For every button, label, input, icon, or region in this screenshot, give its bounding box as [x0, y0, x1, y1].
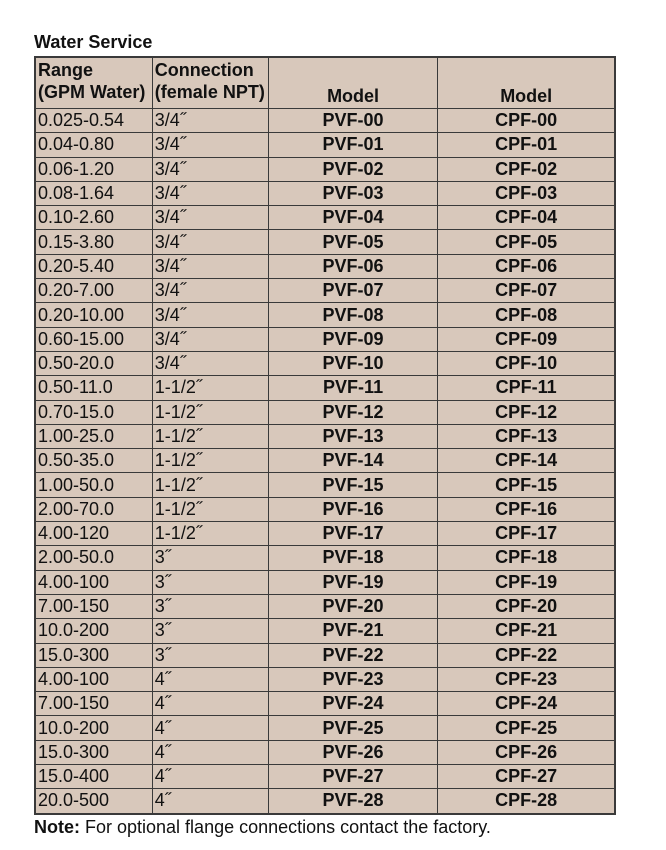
connection-cell: 3˝	[152, 643, 268, 667]
table-row	[35, 230, 615, 254]
connection-cell: 1-1/2˝	[152, 400, 268, 424]
table-row	[35, 206, 615, 230]
pvf-model-cell: PVF-16	[268, 497, 438, 521]
table-row	[35, 254, 615, 278]
table-row	[35, 497, 615, 521]
connection-cell: 3/4˝	[152, 206, 268, 230]
pvf-model-cell: PVF-25	[268, 716, 438, 740]
connection-cell: 1-1/2˝	[152, 449, 268, 473]
range-cell: 0.20-5.40	[35, 254, 152, 278]
pvf-model-cell: PVF-05	[268, 230, 438, 254]
range-cell: 0.70-15.0	[35, 400, 152, 424]
table-row	[35, 765, 615, 789]
pvf-model-cell: PVF-12	[268, 400, 438, 424]
cpf-model-cell: CPF-28	[438, 789, 615, 814]
connection-cell: 3˝	[152, 570, 268, 594]
range-cell: 15.0-300	[35, 643, 152, 667]
table-body	[35, 109, 615, 814]
pvf-model-cell: PVF-07	[268, 279, 438, 303]
connection-cell: 4˝	[152, 740, 268, 764]
cpf-model-cell: CPF-13	[438, 424, 615, 448]
table-row	[35, 692, 615, 716]
range-cell: 0.04-0.80	[35, 133, 152, 157]
pvf-model-cell: PVF-10	[268, 351, 438, 375]
table-row	[35, 546, 615, 570]
connection-cell: 3/4˝	[152, 157, 268, 181]
header-connection-line1: Connection	[154, 60, 254, 80]
range-cell: 0.50-20.0	[35, 351, 152, 375]
connection-cell: 3/4˝	[152, 327, 268, 351]
range-cell: 0.15-3.80	[35, 230, 152, 254]
table-row	[35, 449, 615, 473]
table-row	[35, 303, 615, 327]
range-cell: 0.20-10.00	[35, 303, 152, 327]
table-row	[35, 133, 615, 157]
footnote	[34, 816, 491, 838]
pvf-model-cell: PVF-01	[268, 133, 438, 157]
pvf-model-cell: PVF-11	[268, 376, 438, 400]
connection-cell: 4˝	[152, 789, 268, 814]
cpf-model-cell: CPF-27	[438, 765, 615, 789]
pvf-model-cell: PVF-20	[268, 594, 438, 618]
range-cell: 0.10-2.60	[35, 206, 152, 230]
pvf-model-cell: PVF-26	[268, 740, 438, 764]
pvf-model-cell: PVF-09	[268, 327, 438, 351]
water-service-table	[34, 56, 616, 815]
connection-cell: 3/4˝	[152, 279, 268, 303]
cpf-model-cell: CPF-05	[438, 230, 615, 254]
table-row	[35, 400, 615, 424]
connection-cell: 3/4˝	[152, 133, 268, 157]
pvf-model-cell: PVF-02	[268, 157, 438, 181]
range-cell: 2.00-50.0	[35, 546, 152, 570]
range-cell: 7.00-150	[35, 594, 152, 618]
connection-cell: 3/4˝	[152, 303, 268, 327]
range-cell: 0.50-11.0	[35, 376, 152, 400]
cpf-model-cell: CPF-10	[438, 351, 615, 375]
table-row	[35, 619, 615, 643]
cpf-model-cell: CPF-25	[438, 716, 615, 740]
range-cell: 0.06-1.20	[35, 157, 152, 181]
connection-cell: 1-1/2˝	[152, 424, 268, 448]
note-text: For optional flange connections contact the factory.	[80, 817, 491, 837]
connection-cell: 3/4˝	[152, 109, 268, 133]
header-connection-line2: (female NPT)	[154, 82, 265, 102]
cpf-model-cell: CPF-22	[438, 643, 615, 667]
range-cell: 4.00-100	[35, 570, 152, 594]
header-model-cpf-label: Model	[500, 86, 553, 106]
connection-cell: 3/4˝	[152, 254, 268, 278]
cpf-model-cell: CPF-18	[438, 546, 615, 570]
cpf-model-cell: CPF-20	[438, 594, 615, 618]
range-cell: 1.00-25.0	[35, 424, 152, 448]
range-cell: 15.0-300	[35, 740, 152, 764]
connection-cell: 4˝	[152, 667, 268, 691]
cpf-model-cell: CPF-02	[438, 157, 615, 181]
pvf-model-cell: PVF-14	[268, 449, 438, 473]
cpf-model-cell: CPF-06	[438, 254, 615, 278]
cpf-model-cell: CPF-01	[438, 133, 615, 157]
pvf-model-cell: PVF-21	[268, 619, 438, 643]
pvf-model-cell: PVF-22	[268, 643, 438, 667]
header-model-cpf	[438, 57, 615, 109]
connection-cell: 3/4˝	[152, 351, 268, 375]
cpf-model-cell: CPF-04	[438, 206, 615, 230]
connection-cell: 4˝	[152, 692, 268, 716]
table-row	[35, 667, 615, 691]
cpf-model-cell: CPF-09	[438, 327, 615, 351]
connection-cell: 1-1/2˝	[152, 473, 268, 497]
table-row	[35, 181, 615, 205]
table-row	[35, 279, 615, 303]
range-cell: 0.50-35.0	[35, 449, 152, 473]
pvf-model-cell: PVF-06	[268, 254, 438, 278]
header-connection	[152, 57, 268, 109]
range-cell: 15.0-400	[35, 765, 152, 789]
pvf-model-cell: PVF-18	[268, 546, 438, 570]
table-row	[35, 157, 615, 181]
table-row	[35, 473, 615, 497]
range-cell: 10.0-200	[35, 619, 152, 643]
cpf-model-cell: CPF-07	[438, 279, 615, 303]
table-row	[35, 570, 615, 594]
connection-cell: 1-1/2˝	[152, 376, 268, 400]
pvf-model-cell: PVF-15	[268, 473, 438, 497]
cpf-model-cell: CPF-19	[438, 570, 615, 594]
cpf-model-cell: CPF-16	[438, 497, 615, 521]
table-row	[35, 351, 615, 375]
table-row	[35, 522, 615, 546]
table-row	[35, 376, 615, 400]
cpf-model-cell: CPF-23	[438, 667, 615, 691]
cpf-model-cell: CPF-26	[438, 740, 615, 764]
range-cell: 7.00-150	[35, 692, 152, 716]
cpf-model-cell: CPF-12	[438, 400, 615, 424]
range-cell: 1.00-50.0	[35, 473, 152, 497]
header-model-pvf-label: Model	[327, 86, 380, 106]
pvf-model-cell: PVF-24	[268, 692, 438, 716]
cpf-model-cell: CPF-15	[438, 473, 615, 497]
connection-cell: 3˝	[152, 594, 268, 618]
range-cell: 4.00-100	[35, 667, 152, 691]
range-cell: 20.0-500	[35, 789, 152, 814]
range-cell: 10.0-200	[35, 716, 152, 740]
cpf-model-cell: CPF-00	[438, 109, 615, 133]
header-row	[35, 57, 615, 109]
pvf-model-cell: PVF-23	[268, 667, 438, 691]
pvf-model-cell: PVF-04	[268, 206, 438, 230]
pvf-model-cell: PVF-27	[268, 765, 438, 789]
range-cell: 0.20-7.00	[35, 279, 152, 303]
table-row	[35, 716, 615, 740]
table-row	[35, 789, 615, 814]
connection-cell: 3/4˝	[152, 230, 268, 254]
connection-cell: 3˝	[152, 619, 268, 643]
pvf-model-cell: PVF-13	[268, 424, 438, 448]
header-model-pvf	[268, 57, 438, 109]
cpf-model-cell: CPF-24	[438, 692, 615, 716]
cpf-model-cell: CPF-14	[438, 449, 615, 473]
pvf-model-cell: PVF-08	[268, 303, 438, 327]
table-row	[35, 740, 615, 764]
cpf-model-cell: CPF-08	[438, 303, 615, 327]
header-range-line1: Range	[38, 60, 94, 80]
pvf-model-cell: PVF-28	[268, 789, 438, 814]
header-range	[35, 57, 152, 109]
pvf-model-cell: PVF-00	[268, 109, 438, 133]
cpf-model-cell: CPF-03	[438, 181, 615, 205]
connection-cell: 4˝	[152, 765, 268, 789]
pvf-model-cell: PVF-03	[268, 181, 438, 205]
connection-cell: 4˝	[152, 716, 268, 740]
cpf-model-cell: CPF-17	[438, 522, 615, 546]
range-cell: 0.025-0.54	[35, 109, 152, 133]
pvf-model-cell: PVF-17	[268, 522, 438, 546]
range-cell: 2.00-70.0	[35, 497, 152, 521]
range-cell: 0.08-1.64	[35, 181, 152, 205]
connection-cell: 1-1/2˝	[152, 497, 268, 521]
table-row	[35, 594, 615, 618]
connection-cell: 3˝	[152, 546, 268, 570]
table-row	[35, 424, 615, 448]
table-row	[35, 327, 615, 351]
table-row	[35, 643, 615, 667]
connection-cell: 3/4˝	[152, 181, 268, 205]
pvf-model-cell: PVF-19	[268, 570, 438, 594]
cpf-model-cell: CPF-11	[438, 376, 615, 400]
header-range-line2: (GPM Water)	[38, 82, 146, 102]
table-title: Water Service	[34, 32, 153, 52]
range-cell: 4.00-120	[35, 522, 152, 546]
connection-cell: 1-1/2˝	[152, 522, 268, 546]
note-label: Note:	[34, 817, 80, 837]
cpf-model-cell: CPF-21	[438, 619, 615, 643]
range-cell: 0.60-15.00	[35, 327, 152, 351]
table-row	[35, 109, 615, 133]
